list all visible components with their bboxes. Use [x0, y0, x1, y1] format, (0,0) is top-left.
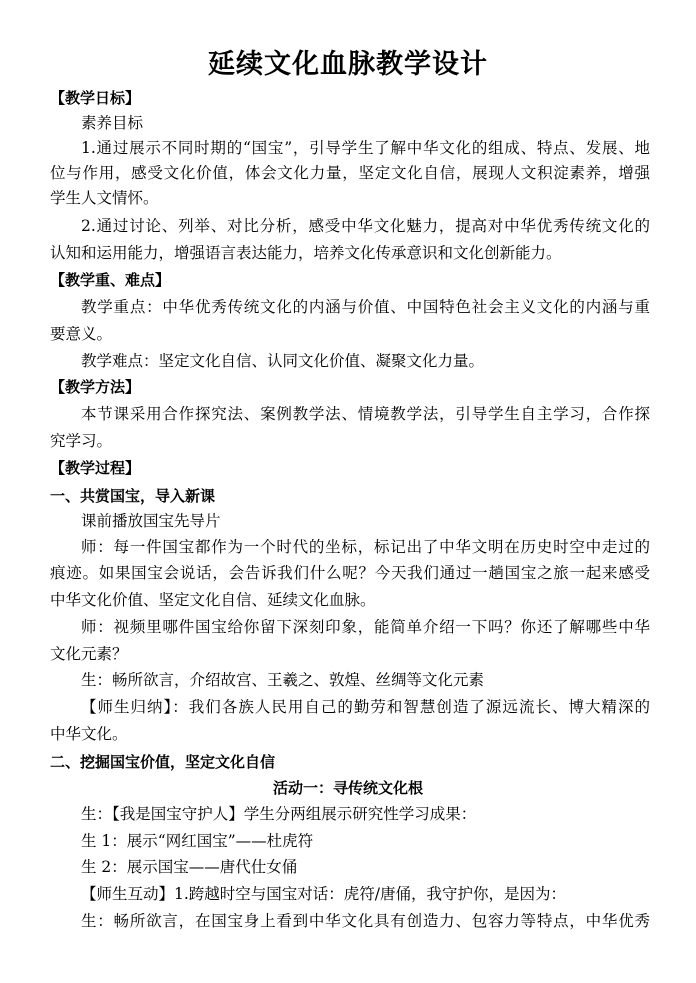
paragraph-line: 【师生归纳】：我们各族人民用自己的勤劳和智慧创造了源远流长、博大精深的 — [81, 698, 650, 716]
paragraph-line: 师：视频里哪件国宝给你留下深刻印象，能简单介绍一下吗？你还了解哪些中华 — [81, 618, 650, 636]
paragraph-line: 中华文化价值、坚定文化自信、延续文化血脉。 — [50, 591, 376, 609]
paragraph-line: 生 2：展示国宝——唐代仕女俑 — [81, 858, 298, 876]
subsection-heading-part-one: 一、共赏国宝，导入新课 — [50, 487, 216, 505]
paragraph-line: 1.通过展示不同时期的“国宝”，引导学生了解中华文化的组成、特点、发展、地 — [81, 139, 650, 157]
paragraph-line: 教学难点：坚定文化自信、认同文化价值、凝聚文化力量。 — [81, 352, 485, 370]
paragraph-line: 文化元素？ — [50, 645, 128, 663]
paragraph-line: 要意义。 — [50, 325, 113, 343]
paragraph-line: 【师生互动】1.跨越时空与国宝对话：虎符/唐俑，我守护你，是因为： — [81, 885, 567, 903]
paragraph-line: 痕迹。如果国宝会说话，会告诉我们什么呢？今天我们通过一趟国宝之旅一起来感受 — [50, 564, 650, 582]
paragraph-line: 生：畅所欲言，介绍故宫、王羲之、敦煌、丝绸等文化元素 — [81, 671, 485, 689]
paragraph-line: 师：每一件国宝都作为一个时代的坐标，标记出了中华文明在历史时空中走过的 — [81, 538, 650, 556]
section-heading-key-points: 【教学重、难点】 — [50, 271, 171, 289]
paragraph-line: 2.通过讨论、列举、对比分析，感受中华文化魅力，提高对中华优秀传统文化的 — [81, 217, 650, 235]
subheading-literacy-goals: 素养目标 — [81, 114, 144, 132]
paragraph-line: 生：【我是国宝守护人】学生分两组展示研究性学习成果： — [81, 805, 477, 823]
paragraph-line: 究学习。 — [50, 432, 113, 450]
section-heading-methods: 【教学方法】 — [50, 378, 141, 396]
paragraph-line: 认知和运用能力，增强语言表达能力，培养文化传承意识和文化创新能力。 — [50, 244, 562, 262]
activity-heading: 活动一：寻传统文化根 — [272, 779, 423, 797]
paragraph-line: 生：畅所欲言，在国宝身上看到中华文化具有创造力、包容力等特点，中华优秀 — [81, 912, 650, 930]
paragraph-line: 中华文化。 — [50, 725, 128, 743]
subsection-heading-part-two: 二、挖掘国宝价值，坚定文化自信 — [50, 753, 276, 771]
paragraph-line: 位与作用，感受文化价值，体会文化力量，坚定文化自信，展现人文积淀素养，增强 — [50, 164, 650, 182]
paragraph-line: 生 1：展示“网红国宝”——杜虎符 — [81, 832, 314, 850]
paragraph-line: 本节课采用合作探究法、案例教学法、情境教学法，引导学生自主学习，合作探 — [81, 405, 650, 423]
section-heading-objectives: 【教学日标】 — [50, 89, 141, 107]
paragraph-line: 教学重点：中华优秀传统文化的内涵与价值、中国特色社会主义文化的内涵与重 — [81, 298, 650, 316]
paragraph-line: 课前播放国宝先导片 — [81, 512, 221, 530]
paragraph-line: 学生人文情怀。 — [50, 189, 159, 207]
document-title: 延续文化血脉教学设计 — [208, 49, 488, 80]
section-heading-process: 【教学过程】 — [50, 459, 141, 477]
